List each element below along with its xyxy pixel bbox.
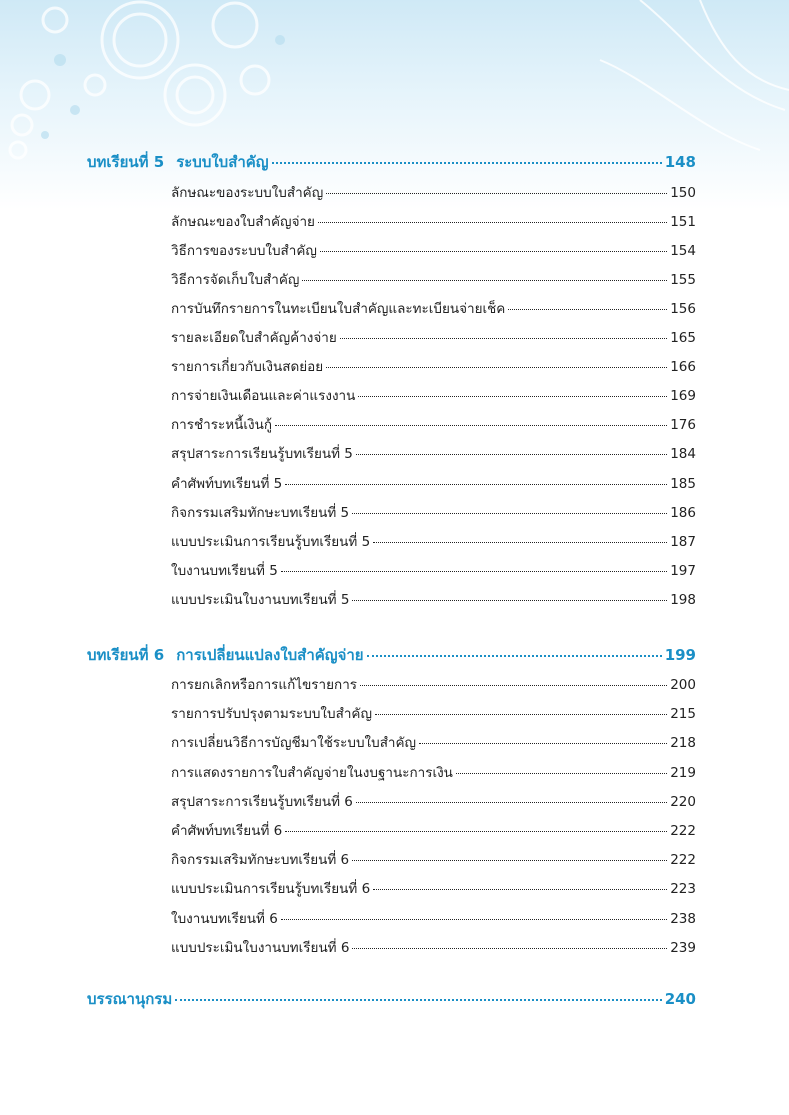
entry-label: รายการเกี่ยวกับเงินสดย่อย (171, 359, 324, 375)
page-number: 199 (664, 646, 696, 664)
toc-entry[interactable] (171, 731, 696, 753)
toc-entry[interactable] (171, 702, 696, 724)
dot-leader (272, 162, 662, 164)
toc-entry[interactable] (171, 530, 696, 552)
page-number: 169 (670, 388, 696, 404)
page-number: 239 (670, 940, 696, 956)
page-number: 185 (670, 476, 696, 492)
entry-label: การบันทึกรายการในทะเบียนใบสำคัญและทะเบียนจ่ายเช็ค (171, 301, 506, 317)
entry-label: ลักษณะของใบสำคัญจ่าย (171, 214, 315, 230)
page-number: 187 (670, 534, 696, 550)
chapter-number: บทเรียนที่ 6 (87, 646, 165, 664)
page-number: 176 (670, 417, 696, 433)
toc-entry[interactable] (171, 239, 696, 261)
toc-entry[interactable] (171, 268, 696, 290)
entry-label: แบบประเมินใบงานบทเรียนที่ 6 (171, 940, 350, 956)
toc-entry[interactable] (171, 472, 696, 494)
dot-leader (318, 222, 667, 223)
dot-leader (285, 831, 667, 832)
entry-label: รายละเอียดใบสำคัญค้างจ่าย (171, 330, 337, 346)
entry-label: สรุปสาระการเรียนรู้บทเรียนที่ 6 (171, 794, 353, 810)
dot-leader (175, 999, 661, 1001)
dot-leader (375, 714, 667, 715)
entry-label: การยกเลิกหรือการแก้ไขรายการ (171, 677, 358, 693)
toc-entry[interactable] (171, 413, 696, 435)
entry-label: การแสดงรายการใบสำคัญจ่ายในงบฐานะการเงิน (171, 765, 453, 781)
dot-leader (352, 860, 667, 861)
entry-label: คำศัพท์บทเรียนที่ 6 (171, 823, 283, 839)
dot-leader (367, 655, 662, 657)
toc-entry[interactable] (171, 501, 696, 523)
bibliography-heading[interactable] (87, 987, 696, 1011)
bibliography-title: บรรณานุกรม (87, 990, 173, 1008)
dot-leader (326, 193, 667, 194)
entry-label: คำศัพท์บทเรียนที่ 5 (171, 476, 283, 492)
page-number: 150 (670, 185, 696, 201)
page-number: 198 (670, 592, 696, 608)
entry-label: แบบประเมินใบงานบทเรียนที่ 5 (171, 592, 350, 608)
entry-label: วิธีการของระบบใบสำคัญ (171, 243, 317, 259)
page-number: 186 (670, 505, 696, 521)
page-number: 218 (670, 735, 696, 751)
page-number: 155 (670, 272, 696, 288)
dot-leader (373, 889, 667, 890)
page-number: 165 (670, 330, 696, 346)
chapter-number: บทเรียนที่ 5 (87, 153, 165, 171)
dot-leader (275, 425, 667, 426)
page-number: 166 (670, 359, 696, 375)
dot-leader (456, 773, 667, 774)
dot-leader (320, 251, 667, 252)
entry-label: การจ่ายเงินเดือนและค่าแรงงาน (171, 388, 356, 404)
entry-label: การชำระหนี้เงินกู้ (171, 417, 272, 433)
toc-entry[interactable] (171, 559, 696, 581)
dot-leader (352, 600, 667, 601)
toc-entry[interactable] (171, 442, 696, 464)
page-number: 151 (670, 214, 696, 230)
toc-entry[interactable] (171, 384, 696, 406)
dot-leader (356, 802, 667, 803)
dot-leader (508, 309, 667, 310)
page-number: 184 (670, 446, 696, 462)
chapter-title: ระบบใบสำคัญ (176, 153, 269, 171)
dot-leader (352, 948, 667, 949)
toc-entry[interactable] (171, 673, 696, 695)
dot-leader (352, 513, 667, 514)
entry-label: กิจกรรมเสริมทักษะบทเรียนที่ 5 (171, 505, 350, 521)
page-number: 154 (670, 243, 696, 259)
dot-leader (326, 367, 667, 368)
entry-label: ใบงานบทเรียนที่ 6 (171, 911, 278, 927)
toc-entry[interactable] (171, 907, 696, 929)
chapter-title: การเปลี่ยนแปลงใบสำคัญจ่าย (176, 646, 364, 664)
toc-entry[interactable] (171, 297, 696, 319)
dot-leader (360, 685, 667, 686)
entry-label: แบบประเมินการเรียนรู้บทเรียนที่ 5 (171, 534, 371, 550)
dot-leader (340, 338, 667, 339)
entry-label: กิจกรรมเสริมทักษะบทเรียนที่ 6 (171, 852, 350, 868)
entry-label: แบบประเมินการเรียนรู้บทเรียนที่ 6 (171, 881, 371, 897)
entry-label: การเปลี่ยนวิธีการบัญชีมาใช้ระบบใบสำคัญ (171, 735, 417, 751)
toc-entry[interactable] (171, 588, 696, 610)
toc-entry[interactable] (171, 355, 696, 377)
page-number: 222 (670, 852, 696, 868)
chapter-heading[interactable] (87, 150, 696, 174)
toc-entry[interactable] (171, 326, 696, 348)
page-number: 223 (670, 881, 696, 897)
entry-label: วิธีการจัดเก็บใบสำคัญ (171, 272, 300, 288)
entry-label: ลักษณะของระบบใบสำคัญ (171, 185, 324, 201)
toc-entry[interactable] (171, 181, 696, 203)
toc-entry[interactable] (171, 877, 696, 899)
toc-entry[interactable] (171, 210, 696, 232)
page-number: 148 (664, 153, 696, 171)
dot-leader (281, 919, 667, 920)
chapter-heading[interactable] (87, 643, 696, 667)
page-number: 220 (670, 794, 696, 810)
dot-leader (356, 454, 667, 455)
dot-leader (419, 743, 667, 744)
toc-entry[interactable] (171, 761, 696, 783)
page-number: 197 (670, 563, 696, 579)
dot-leader (373, 542, 667, 543)
dot-leader (358, 396, 667, 397)
entry-label: รายการปรับปรุงตามระบบใบสำคัญ (171, 706, 372, 722)
dot-leader (281, 571, 667, 572)
toc-entry[interactable] (171, 848, 696, 870)
toc-entry[interactable] (171, 936, 696, 958)
toc-entry[interactable] (171, 819, 696, 841)
dot-leader (302, 280, 667, 281)
page-number: 200 (670, 677, 696, 693)
page-number: 240 (664, 990, 696, 1008)
entry-label: สรุปสาระการเรียนรู้บทเรียนที่ 5 (171, 446, 353, 462)
dot-leader (285, 484, 667, 485)
page-number: 219 (670, 765, 696, 781)
page-number: 238 (670, 911, 696, 927)
page-number: 156 (670, 301, 696, 317)
toc-entry[interactable] (171, 790, 696, 812)
page-number: 215 (670, 706, 696, 722)
page-number: 222 (670, 823, 696, 839)
entry-label: ใบงานบทเรียนที่ 5 (171, 563, 278, 579)
